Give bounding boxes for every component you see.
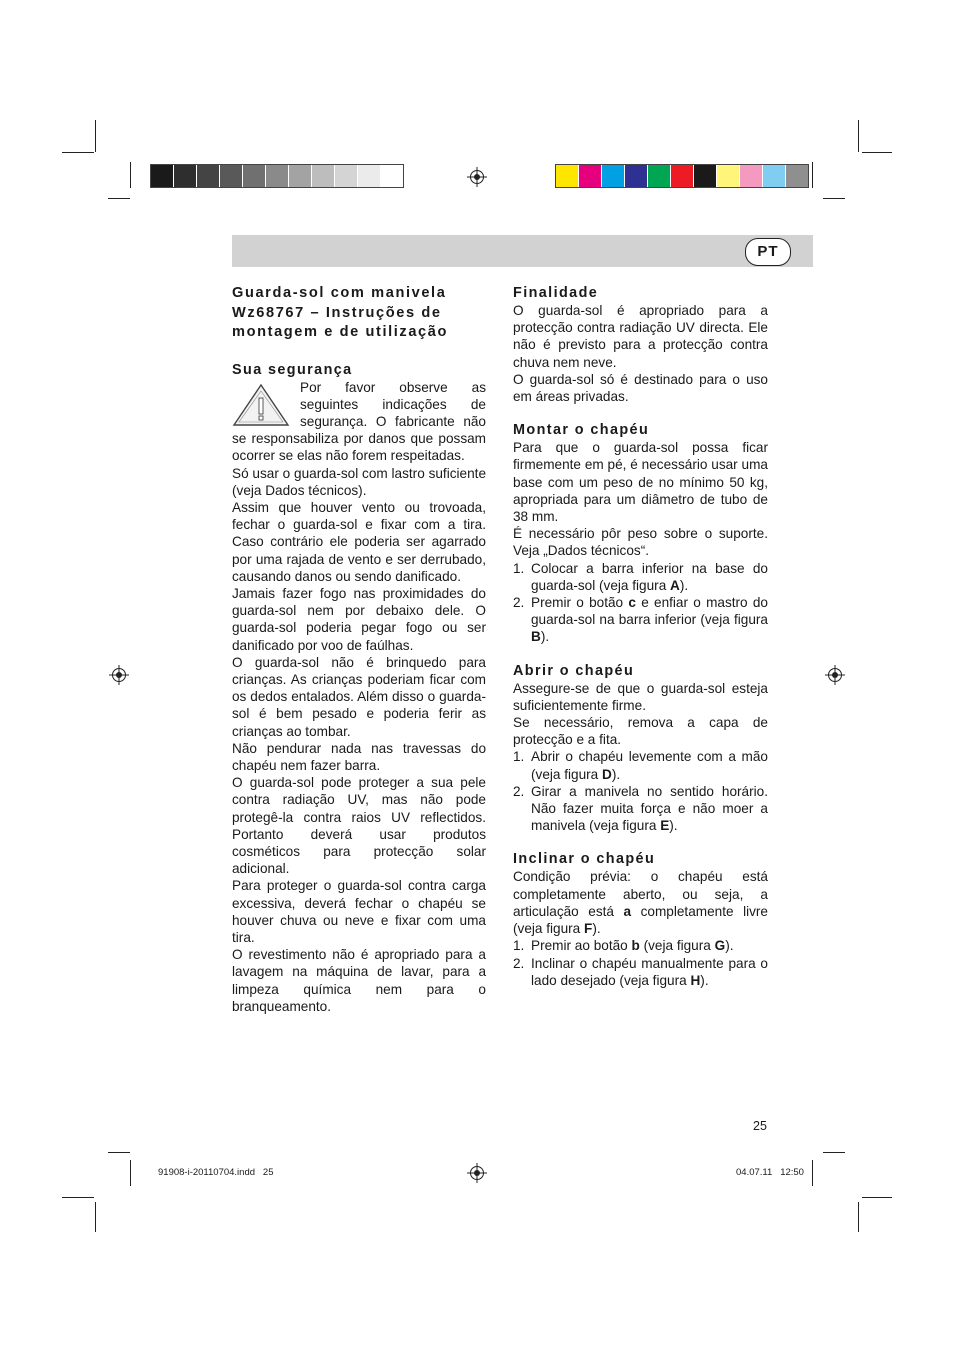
crop-mark — [130, 1160, 131, 1186]
color-swatch — [694, 165, 717, 187]
crop-mark — [823, 1152, 845, 1153]
registration-mark-icon — [467, 1163, 487, 1183]
crop-mark — [108, 198, 130, 199]
crop-mark — [95, 120, 96, 152]
section-heading-abrir: Abrir o chapéu — [513, 662, 635, 679]
left-column — [232, 284, 486, 1015]
list-item: 2. Inclinar o chapéu manualmente para o lado desejado (veja figura H). — [513, 955, 768, 988]
list-item: 1. Colocar a barra inferior na base do guarda-sol (veja figura A). — [513, 560, 768, 593]
color-swatch — [220, 165, 243, 187]
crop-mark — [95, 1202, 96, 1232]
section-heading-finalidade: Finalidade — [513, 285, 599, 301]
color-swatch — [312, 165, 335, 187]
crop-mark — [823, 198, 845, 199]
crop-mark — [862, 1197, 892, 1198]
file-name: 91908-i-20110704.indd 25 — [158, 1167, 274, 1178]
paragraph: Assim que houver vento ou trovoada, fechar o guarda-sol e fixar com a tira. Caso contrário ele poderia ser agarrado por uma rajada de vento e ser derrubado, causando danos ou sendo danificado. — [232, 499, 486, 584]
color-swatch — [671, 165, 694, 187]
language-badge: PT — [745, 238, 791, 266]
right-column — [513, 284, 768, 989]
title-line: Wz68767 – Instruções de — [232, 304, 442, 321]
color-swatch — [266, 165, 289, 187]
color-swatch — [717, 165, 740, 187]
paragraph: O guarda-sol não é brinquedo para crianças. As crianças poderiam ficar com os dedos entalados. Além disso o guarda-sol é bem pesado e poderia ferir as crianças ao tombar. — [232, 654, 486, 739]
registration-mark-icon — [467, 167, 487, 187]
steps-list — [513, 937, 768, 989]
paragraph: Para que o guarda-sol possa ficar firmemente em pé, é necessário usar uma base com um peso de no mínimo 50 kg, apropriada para um diâmetro de tubo de 38 mm. — [513, 440, 768, 525]
section-heading-safety: Sua segurança — [232, 361, 353, 378]
paragraph: Se necessário, remova a capa de protecção e a fita. — [513, 715, 768, 748]
color-swatch — [579, 165, 602, 187]
list-item: 2. Premir o botão c e enfiar o mastro do guarda-sol na barra inferior (veja figura B). — [513, 595, 768, 645]
color-swatch — [625, 165, 648, 187]
page-number: 25 — [753, 1119, 767, 1133]
color-swatch — [335, 165, 358, 187]
section-heading-montar: Montar o chapéu — [513, 422, 650, 439]
document-title — [232, 284, 486, 343]
registration-mark-icon — [109, 665, 129, 685]
crop-mark — [62, 1197, 94, 1198]
title-line: montagem e de utilização — [232, 324, 448, 340]
title-line: Guarda-sol com manivela — [232, 285, 447, 301]
list-item: 1. Abrir o chapéu levemente com a mão (veja figura D). — [513, 749, 768, 782]
header-band — [232, 235, 813, 267]
print-date-time: 04.07.11 12:50 — [736, 1167, 804, 1178]
steps-list — [513, 748, 768, 834]
color-swatch — [648, 165, 671, 187]
crop-mark — [130, 162, 131, 188]
color-swatch — [602, 165, 625, 187]
section-heading-inclinar: Inclinar o chapéu — [513, 851, 656, 868]
color-swatch — [289, 165, 312, 187]
paragraph: O guarda-sol pode proteger a sua pele contra radiação UV, mas não pode protegê-la contra raios UV reflectidos. Portanto deverá usar produtos cosméticos para protecção solar adicional. — [232, 775, 486, 877]
color-swatch — [740, 165, 763, 187]
color-swatch — [174, 165, 197, 187]
crop-mark — [812, 162, 813, 188]
paragraph: Para proteger o guarda-sol contra carga excessiva, deverá fechar o chapéu se houver chuva ou neve e fixar com uma tira. — [232, 878, 486, 945]
color-swatch — [786, 165, 808, 187]
crop-mark — [858, 120, 859, 152]
paragraph: Por favor observe as seguintes indicações de segurança. O fabricante não se responsabiliza por danos que possam ocorrer se elas não forem respeitadas. — [232, 379, 486, 464]
crop-mark — [858, 1202, 859, 1232]
paragraph: Só usar o guarda-sol com lastro suficiente (veja Dados técnicos). — [232, 465, 486, 498]
list-item: 1. Premir ao botão b (veja figura G). — [513, 938, 734, 954]
crop-mark — [862, 152, 892, 153]
color-calibration-bar — [555, 164, 809, 188]
warning-icon — [232, 383, 294, 429]
steps-list — [513, 560, 768, 646]
paragraph: Não pendurar nada nas travessas do chapéu nem fazer barra. — [232, 740, 486, 773]
paragraph: Condição prévia: o chapéu está completamente aberto, ou seja, a articulação está a completamente livre (veja figura F). — [513, 869, 768, 937]
color-swatch — [151, 165, 174, 187]
paragraph: O guarda-sol é apropriado para a protecção contra radiação UV directa. Ele não é previsto para a protecção contra chuva nem neve. — [513, 303, 768, 370]
color-swatch — [243, 165, 266, 187]
grey-scale-bar — [150, 164, 404, 188]
color-swatch — [358, 165, 381, 187]
registration-mark-icon — [825, 665, 845, 685]
crop-mark — [62, 152, 94, 153]
paragraph: Jamais fazer fogo nas proximidades do guarda-sol nem por debaixo dele. O guarda-sol poderia pegar fogo ou ser danificado por voo de faúlhas. — [232, 585, 486, 653]
color-swatch — [763, 165, 786, 187]
color-swatch — [556, 165, 579, 187]
paragraph: O guarda-sol só é destinado para o uso em áreas privadas. — [513, 371, 768, 405]
list-item: 2. Girar a manivela no sentido horário. Não fazer muita força e não moer a manivela (veja figura E). — [513, 783, 768, 834]
color-swatch — [381, 165, 403, 187]
paragraph: Assegure-se de que o guarda-sol esteja suficientemente firme. — [513, 680, 768, 713]
paragraph: O revestimento não é apropriado para a lavagem na máquina de lavar, para a limpeza química nem para o branqueamento. — [232, 947, 486, 1014]
color-swatch — [197, 165, 220, 187]
crop-mark — [108, 1152, 130, 1153]
crop-mark — [812, 1160, 813, 1186]
paragraph: É necessário pôr peso sobre o suporte. Veja „Dados técnicos“. — [513, 526, 768, 559]
